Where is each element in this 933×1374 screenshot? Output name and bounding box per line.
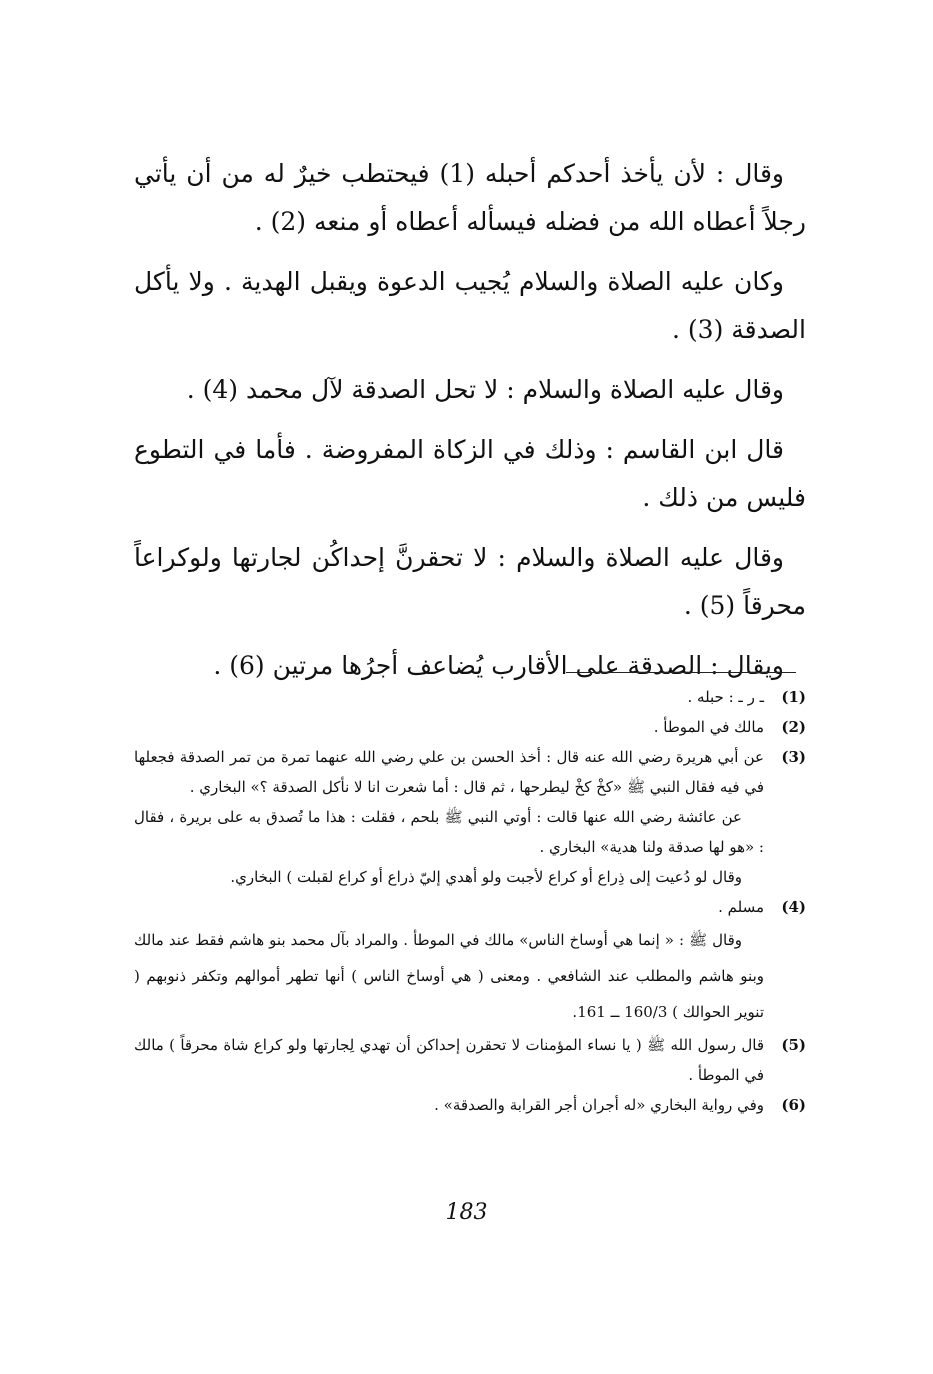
footnote-text: مالك في الموطأ . bbox=[653, 718, 764, 736]
footnote-text: وفي رواية البخاري «له أجران أجر القرابة والصدقة» . bbox=[434, 1096, 764, 1114]
footnote-4 bbox=[134, 892, 806, 1030]
footnote-number: (6) bbox=[781, 1096, 806, 1114]
footnotes bbox=[134, 682, 806, 1120]
paragraph-2: وكان عليه الصلاة والسلام يُجيب الدعوة ويقبل الهدية . ولا يأكل الصدقة (3) . bbox=[134, 267, 806, 344]
paragraph-6: ويقال : الصدقة على الأقارب يُضاعف أجرُها مرتين (6) . bbox=[213, 651, 784, 680]
footnote-3 bbox=[134, 742, 806, 892]
footnote-number: (4) bbox=[781, 898, 806, 916]
footnote-number: (2) bbox=[781, 718, 806, 736]
footnote-text: ـ ر ـ : حبله . bbox=[687, 688, 764, 706]
footnote-divider bbox=[566, 672, 796, 673]
footnote-text: عن أبي هريرة رضي الله عنه قال : أخذ الحسن بن علي رضي الله عنهما تمرة من تمر الصدقة فجعلها في فيه فقال النبي ﷺ «كخْ كخْ ليطرحها ، ثم قال : أما شعرت انا لا نأكل الصدقة ؟» البخاري . bbox=[134, 748, 764, 796]
footnote-number: (1) bbox=[781, 688, 806, 706]
footnote-text: قال رسول الله ﷺ ( يا نساء المؤمنات لا تحقرن إحداكن أن تهدي لِجارتها ولو كراع شاة محرقاً ) مالك في الموطأ . bbox=[134, 1036, 764, 1084]
footnote-text: وقال لو دُعيت إلى ذِراع أو كراع لأجبت ولو أهدي إليّ ذراع أو كراع لقبلت ) البخاري. bbox=[230, 868, 742, 886]
footnote-number: (3) bbox=[781, 748, 806, 766]
footnote-6 bbox=[134, 1090, 806, 1120]
footnote-number: (5) bbox=[781, 1036, 806, 1054]
footnote-5 bbox=[134, 1030, 806, 1090]
page-number: 183 bbox=[445, 1200, 488, 1225]
footnote-text: مسلم . bbox=[718, 898, 764, 916]
paragraph-1: وقال : لأن يأخذ أحدكم أحبله (1) فيحتطب خيرٌ له من أن يأتي رجلاً أعطاه الله من فضله فيسأله أعطاه أو منعه (2) . bbox=[134, 159, 806, 236]
paragraph-5: وقال عليه الصلاة والسلام : لا تحقرنَّ إحداكُن لجارتها ولوكراعاً محرقاً (5) . bbox=[134, 543, 806, 620]
paragraph-4: قال ابن القاسم : وذلك في الزكاة المفروضة . فأما في التطوع فليس من ذلك . bbox=[134, 435, 806, 512]
main-text bbox=[134, 150, 806, 702]
footnote-1 bbox=[134, 682, 806, 712]
paragraph-3: وقال عليه الصلاة والسلام : لا تحل الصدقة لآل محمد (4) . bbox=[186, 375, 784, 404]
footnote-text: وقال ﷺ : « إنما هي أوساخ الناس» مالك في الموطأ . والمراد بآل محمد بنو هاشم فقط عند مالك وبنو هاشم والمطلب عند الشافعي . ومعنى ( هي أوساخ الناس ) أنها تطهر أموالهم وتكفر ذنوبهم ( تنوير الحوالك ) 160/3 ــ 161. bbox=[134, 931, 764, 1021]
footnote-text: عن عائشة رضي الله عنها قالت : أوتي النبي ﷺ بلحم ، فقلت : هذا ما تُصدق به على بريرة ، فقال : «هو لها صدقة ولنا هدية» البخاري . bbox=[134, 808, 764, 856]
footnote-2 bbox=[134, 712, 806, 742]
